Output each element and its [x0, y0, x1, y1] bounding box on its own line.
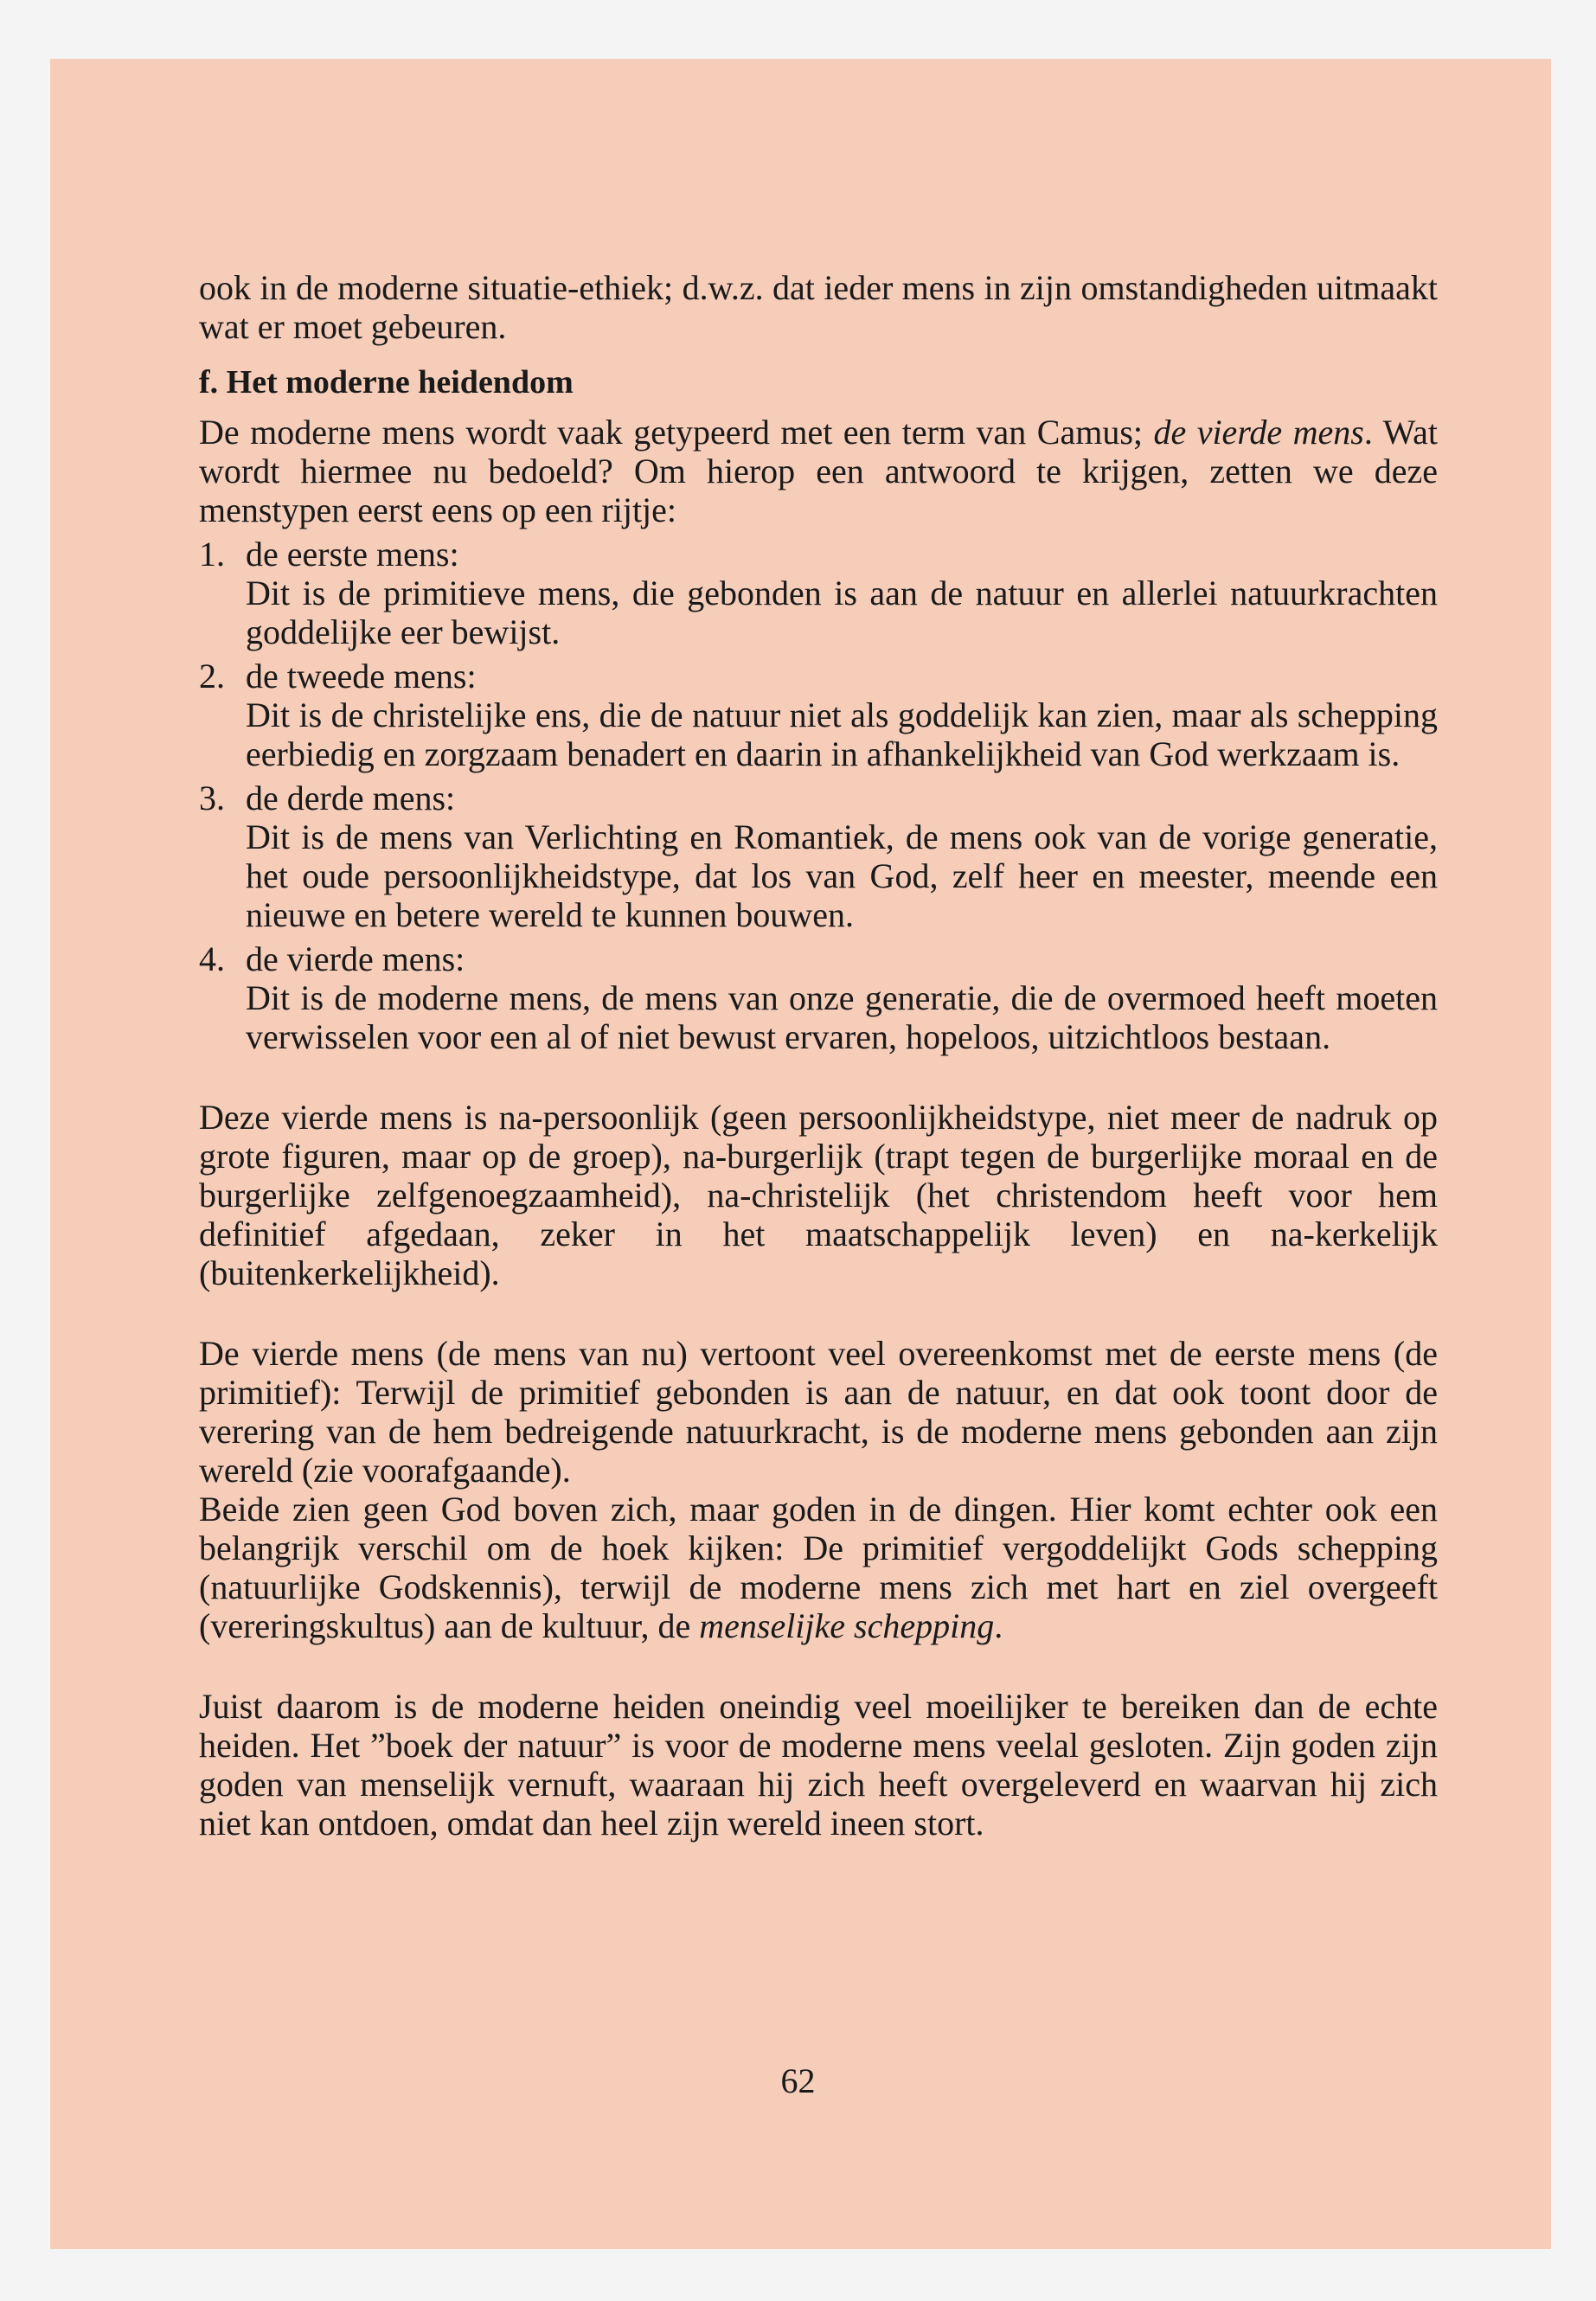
menstypen-list	[199, 535, 1438, 1056]
paragraph-juist-daarom: Juist daarom is de moderne heiden oneindig veel moeilijker te bereiken dan de echte heiden. Het ”boek der natuur” is voor de moderne mens veelal gesloten. Zijn goden zijn goden van menselijk vernuft, waaraan hij zich heeft overgeleverd en waarvan hij zich niet kan ontdoen, omdat dan heel zijn wereld ineen stort.	[199, 1687, 1438, 1843]
list-item-body: Dit is de moderne mens, de mens van onze generatie, die de overmoed heeft moeten verwisselen voor een al of niet bewust ervaren, hopeloos, uitzichtloos bestaan.	[246, 978, 1438, 1056]
list-item-label: de eerste mens:	[246, 535, 459, 574]
paragraph-verschil-emphasis: menselijke schepping	[699, 1606, 995, 1645]
section-heading: f. Het moderne heidendom	[199, 364, 574, 401]
paragraph-verschil	[199, 1490, 1438, 1645]
list-item-label: de tweede mens:	[246, 657, 477, 695]
list-item-body: Dit is de mens van Verlichting en Romantiek, de mens ook van de vorige generatie, het oude persoonlijkheidstype, dat los van God, zelf heer en meester, meende een nieuwe en betere wereld te kunnen bouwen.	[246, 817, 1438, 934]
paragraph-camus-text-2: . Wat wordt hiermee nu bedoeld? Om hierop een antwoord te krijgen, zetten we deze menstypen eerst eens op een rijtje:	[199, 413, 1438, 529]
list-item-number: 3.	[199, 779, 225, 817]
list-item-number: 1.	[199, 535, 225, 574]
list-item	[199, 939, 1438, 1056]
list-item-number: 4.	[199, 939, 225, 978]
list-item-body: Dit is de primitieve mens, die gebonden is aan de natuur en allerlei natuurkrachten goddelijke eer bewijst.	[246, 574, 1438, 651]
list-item	[199, 535, 1438, 651]
paragraph-vierde-mens: Deze vierde mens is na-persoonlijk (geen persoonlijkheidstype, niet meer de nadruk op grote figuren, maar op de groep), na-burgerlijk (trapt tegen de burgerlijke moraal en de burgerlijke zelfgenoegzaamheid), na-christelijk (het christendom heeft voor hem definitief afgedaan, zeker in het maatschappelijk leven) en na-kerkelijk (buitenkerkelijkheid).	[199, 1098, 1438, 1292]
page-body	[199, 268, 1438, 1843]
list-item-number: 2.	[199, 657, 225, 695]
paragraph-camus-text-1: De moderne mens wordt vaak getypeerd met een term van Camus;	[199, 413, 1154, 452]
list-item-label: de vierde mens:	[246, 939, 465, 978]
paragraph-verschil-text-1: Beide zien geen God boven zich, maar goden in de dingen. Hier komt echter ook een belangrijk verschil om de hoek kijken: De primitief vergoddelijkt Gods schepping (natuurlijke Godskennis), terwijl de moderne mens zich met hart en ziel overgeeft (vereringskultus) aan de kultuur, de	[199, 1490, 1438, 1645]
list-item	[199, 657, 1438, 773]
list-item-label: de derde mens:	[246, 779, 456, 817]
page-number: 62	[780, 2061, 816, 2100]
paragraph-verschil-text-2: .	[994, 1606, 1003, 1645]
list-item	[199, 779, 1438, 934]
paragraph-camus-emphasis: de vierde mens	[1153, 413, 1364, 452]
paragraph-camus	[199, 413, 1438, 529]
intro-paragraph: ook in de moderne situatie-ethiek; d.w.z. dat ieder mens in zijn omstandigheden uitmaakt wat er moet gebeuren.	[199, 268, 1438, 346]
paragraph-overeenkomst: De vierde mens (de mens van nu) vertoont veel overeenkomst met de eerste mens (de primitief): Terwijl de primitief gebonden is aan de natuur, en dat ook toont door de verering van de hem bedreigende natuurkracht, is de moderne mens gebonden aan zijn wereld (zie voorafgaande).	[199, 1334, 1438, 1490]
list-item-body: Dit is de christelijke ens, die de natuur niet als goddelijk kan zien, maar als schepping eerbiedig en zorgzaam benadert en daarin in afhankelijkheid van God werkzaam is.	[246, 695, 1438, 773]
